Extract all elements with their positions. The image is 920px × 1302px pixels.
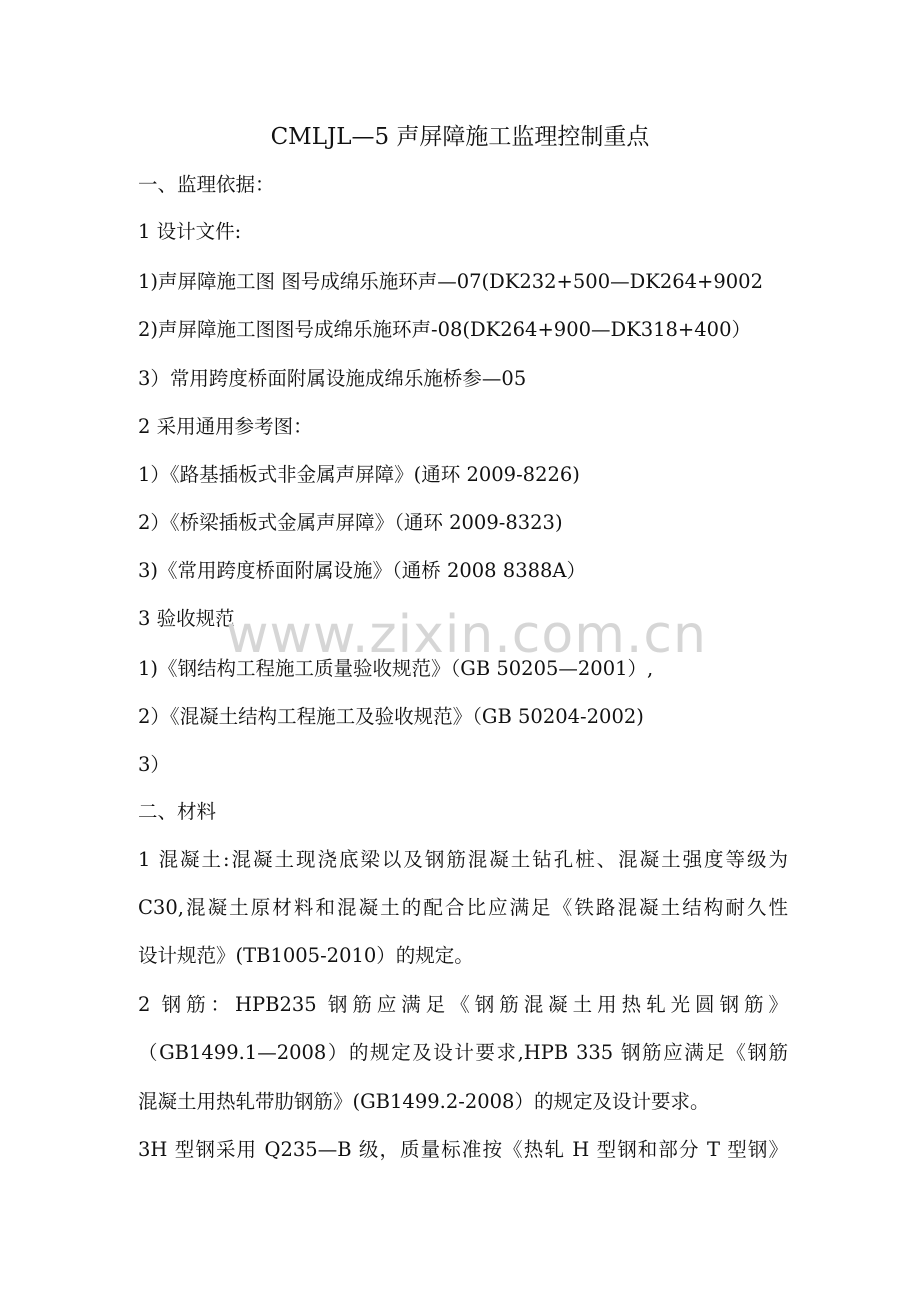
document-title: CMLJL—5 声屏障施工监理控制重点 — [270, 124, 650, 150]
paragraph-line: C30,混凝土原材料和混凝土的配合比应满足《铁路混凝土结构耐久性 — [138, 896, 788, 919]
list-item: 2）《混凝土结构工程施工及验收规范》（GB 50204-2002) — [138, 705, 644, 728]
list-item: 1)《钢结构工程施工质量验收规范》（GB 50205—2001）, — [138, 657, 654, 680]
paragraph-line: 3H 型钢采用 Q235—B 级，质量标准按《热轧 H 型钢和部分 T 型钢》 — [138, 1138, 788, 1161]
section-heading: 二、材料 — [138, 800, 217, 823]
list-item: 2）《桥梁插板式金属声屏障》（通环 2009-8323) — [138, 511, 563, 534]
list-item: 3）常用跨度桥面附属设施成绵乐施桥参—05 — [138, 367, 527, 390]
paragraph-line: （GB1499.1—2008）的规定及设计要求,HPB 335 钢筋应满足《钢筋 — [138, 1041, 788, 1064]
list-item: 3)《常用跨度桥面附属设施》（通桥 2008 8388A） — [138, 559, 586, 582]
paragraph-line: 设计规范》(TB1005-2010）的规定。 — [138, 944, 474, 967]
list-item: 2)声屏障施工图图号成绵乐施环声-08(DK264+900—DK318+400） — [138, 318, 751, 341]
list-item: 3） — [138, 753, 170, 776]
watermark: www.zixin.com.cn — [226, 605, 707, 665]
paragraph-line: 混凝土用热轧带肋钢筋》(GB1499.2-2008）的规定及设计要求。 — [138, 1090, 710, 1113]
subsection-heading: 3 验收规范 — [138, 607, 235, 630]
list-item: 1）《路基插板式非金属声屏障》(通环 2009-8226) — [138, 463, 580, 486]
subsection-heading: 1 设计文件: — [138, 220, 242, 243]
section-heading: 一、监理依据： — [138, 173, 275, 196]
list-item: 1)声屏障施工图 图号成绵乐施环声—07(DK232+500—DK264+9002 — [138, 270, 763, 293]
paragraph-line: 2 钢筋：HPB235 钢筋应满足《钢筋混凝土用热轧光圆钢筋》 — [138, 993, 788, 1016]
paragraph-line: 1 混凝土:混凝土现浇底梁以及钢筋混凝土钻孔桩、混凝土强度等级为 — [138, 848, 788, 871]
subsection-heading: 2 采用通用参考图： — [138, 415, 313, 438]
